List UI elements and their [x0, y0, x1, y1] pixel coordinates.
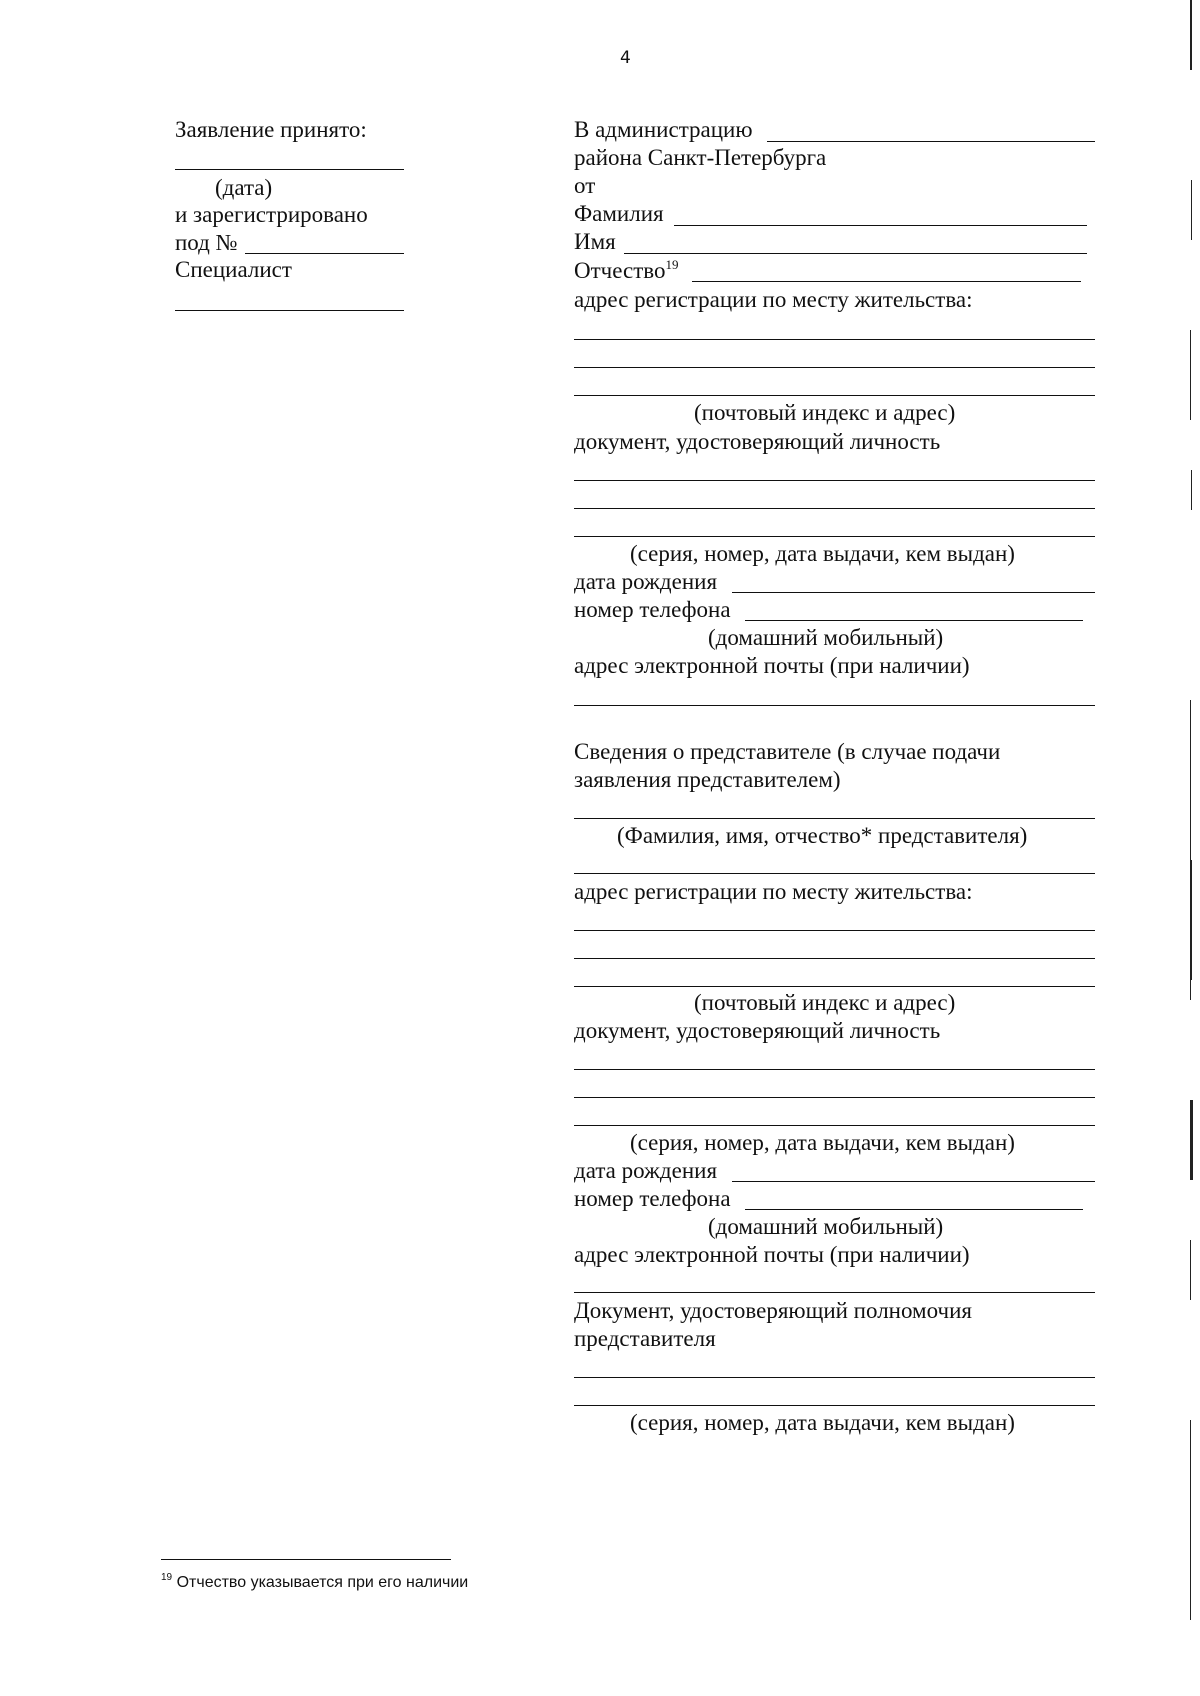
registered-label: и зарегистрировано: [175, 202, 368, 227]
registration-number-field[interactable]: [245, 253, 404, 254]
representative-id-doc-title: документ, удостоверяющий личность: [574, 1018, 941, 1043]
representative-fio-hint: (Фамилия, имя, отчество* представителя): [617, 823, 1028, 848]
administration-field[interactable]: [767, 141, 1095, 142]
representative-fio-field[interactable]: [574, 818, 1095, 819]
id-doc-line-2[interactable]: [574, 508, 1095, 509]
address-line-2[interactable]: [574, 367, 1095, 368]
phone-field[interactable]: [745, 620, 1083, 621]
date-field[interactable]: [175, 169, 404, 170]
representative-id-doc-hint: (серия, номер, дата выдачи, кем выдан): [630, 1130, 1015, 1155]
representative-phone-hint: (домашний мобильный): [708, 1214, 944, 1239]
representative-email-label: адрес электронной почты (при наличии): [574, 1242, 970, 1267]
page-number: 4: [620, 48, 631, 68]
representative-birth-date-field[interactable]: [732, 1181, 1095, 1182]
representative-address-hint: (почтовый индекс и адрес): [694, 990, 956, 1015]
id-doc-line-1[interactable]: [574, 480, 1095, 481]
phone-label: номер телефона: [574, 597, 731, 622]
authority-doc-line-2[interactable]: [574, 1405, 1095, 1406]
representative-address-title: адрес регистрации по месту жительства:: [574, 879, 973, 904]
representative-id-doc-line-1[interactable]: [574, 1069, 1095, 1070]
birth-date-field[interactable]: [732, 592, 1095, 593]
representative-phone-field[interactable]: [745, 1209, 1083, 1210]
date-hint: (дата): [215, 175, 273, 200]
address-title: адрес регистрации по месту жительства:: [574, 287, 973, 312]
footnote-divider: [161, 1559, 451, 1560]
from-label: от: [574, 173, 596, 198]
surname-field[interactable]: [674, 225, 1087, 226]
footnote: [161, 1572, 468, 1592]
authority-doc-line-1[interactable]: [574, 1377, 1095, 1378]
id-doc-title: документ, удостоверяющий личность: [574, 429, 941, 454]
patronymic-text: Отчество: [574, 258, 666, 283]
phone-hint: (домашний мобильный): [708, 625, 944, 650]
authority-doc-title-line2: представителя: [574, 1326, 716, 1351]
email-field[interactable]: [574, 705, 1095, 706]
surname-label: Фамилия: [574, 201, 664, 226]
representative-birth-date-label: дата рождения: [574, 1158, 718, 1183]
representative-id-doc-line-2[interactable]: [574, 1097, 1095, 1098]
representative-address-line-2[interactable]: [574, 958, 1095, 959]
accepted-label: Заявление принято:: [175, 117, 367, 142]
representative-address-line-1[interactable]: [574, 930, 1095, 931]
district-label: района Санкт-Петербурга: [574, 145, 827, 170]
to-admin-label: В администрацию: [574, 117, 753, 142]
email-label: адрес электронной почты (при наличии): [574, 653, 970, 678]
address-hint: (почтовый индекс и адрес): [694, 400, 956, 425]
authority-doc-title-line1: Документ, удостоверяющий полномочия: [574, 1298, 972, 1323]
footnote-ref: 19: [161, 1572, 173, 1583]
name-field[interactable]: [624, 253, 1087, 254]
patronymic-footnote-ref: 19: [665, 257, 679, 272]
representative-id-doc-line-3[interactable]: [574, 1125, 1095, 1126]
representative-email-field[interactable]: [574, 1292, 1095, 1293]
specialist-label: Специалист: [175, 257, 292, 282]
footnote-text: Отчество указывается при его наличии: [176, 1574, 469, 1591]
representative-fio-line-2[interactable]: [574, 873, 1095, 874]
scan-edge-artifact: [1190, 0, 1193, 1696]
address-line-3[interactable]: [574, 395, 1095, 396]
patronymic-label: [574, 258, 678, 282]
representative-title-line1: Сведения о представителе (в случае подачи: [574, 739, 1001, 764]
specialist-field[interactable]: [175, 310, 404, 311]
patronymic-field[interactable]: [692, 281, 1081, 282]
address-line-1[interactable]: [574, 339, 1095, 340]
id-doc-line-3[interactable]: [574, 536, 1095, 537]
representative-address-line-3[interactable]: [574, 986, 1095, 987]
authority-doc-hint: (серия, номер, дата выдачи, кем выдан): [630, 1410, 1015, 1435]
representative-title-line2: заявления представителем): [574, 767, 841, 792]
representative-phone-label: номер телефона: [574, 1186, 731, 1211]
name-label: Имя: [574, 229, 616, 254]
number-label: под №: [175, 230, 238, 255]
id-doc-hint: (серия, номер, дата выдачи, кем выдан): [630, 541, 1015, 566]
birth-date-label: дата рождения: [574, 569, 718, 594]
